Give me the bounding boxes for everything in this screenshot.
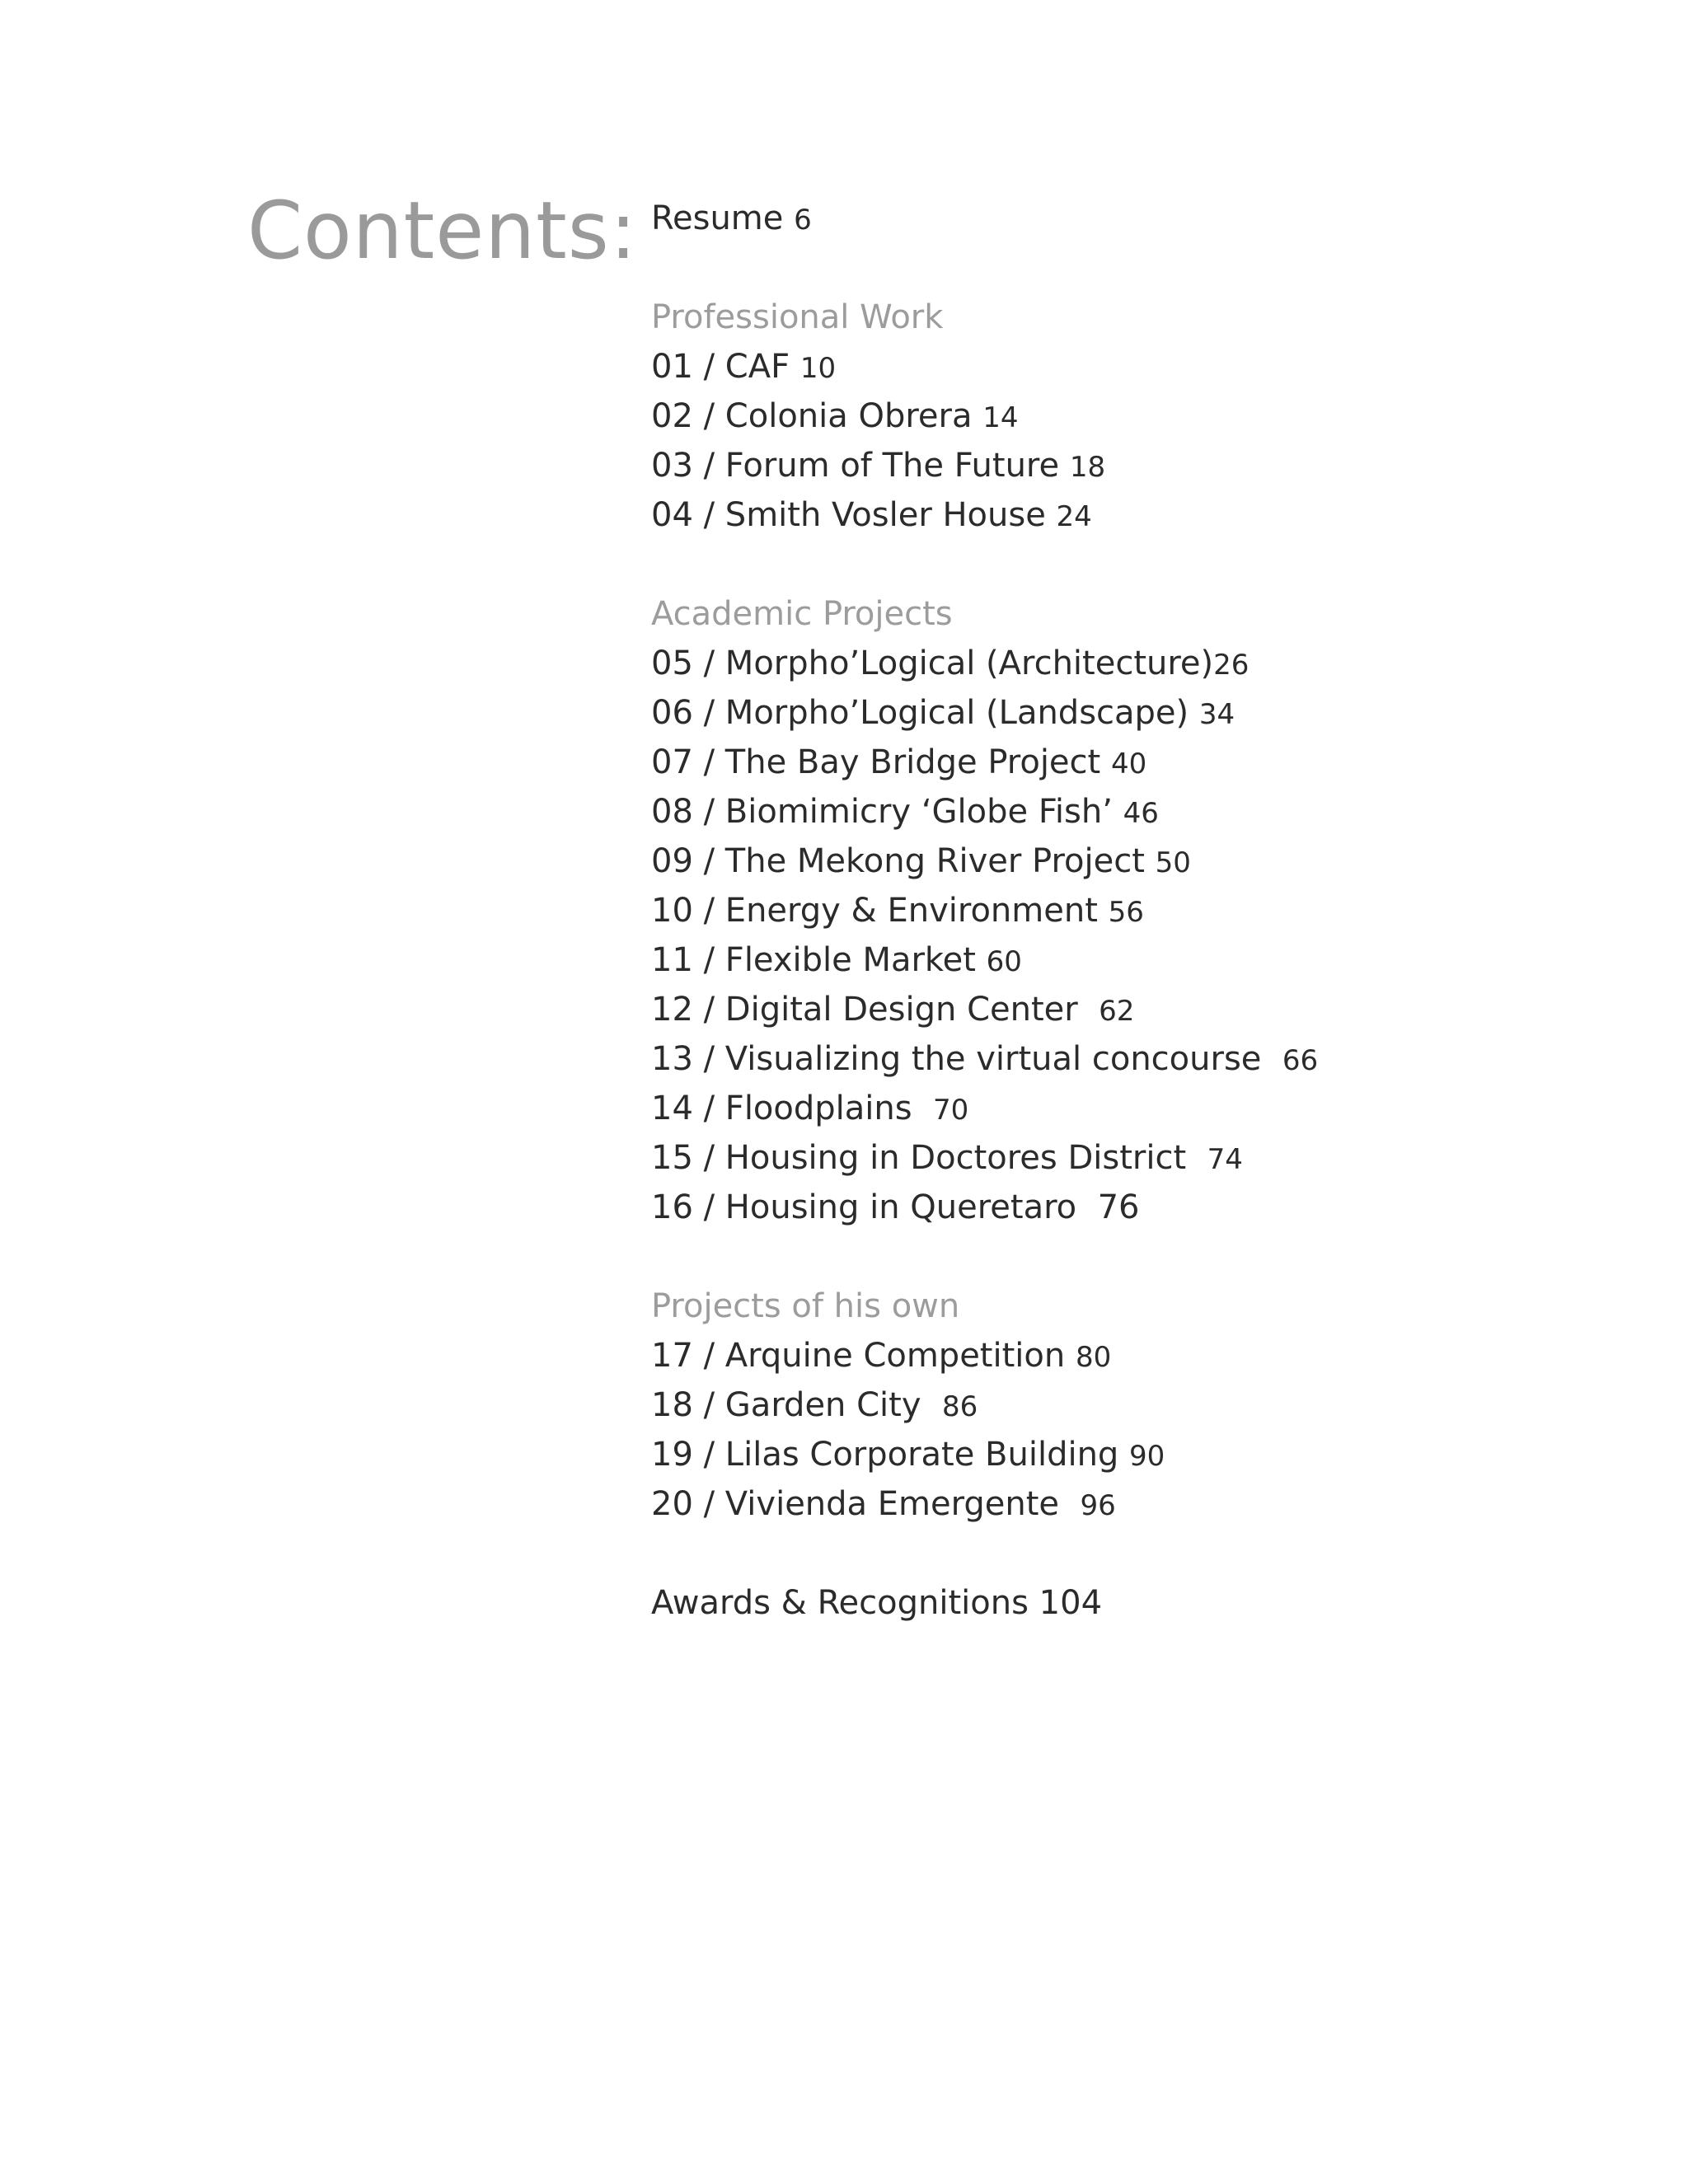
toc-entry-label: 01 / CAF bbox=[651, 348, 790, 386]
toc-entry-page-number: 74 bbox=[1207, 1143, 1243, 1176]
toc-entry[interactable] bbox=[651, 490, 1640, 540]
toc-entry-label: Resume bbox=[651, 199, 784, 237]
toc-entry[interactable] bbox=[651, 441, 1640, 490]
toc-entry[interactable] bbox=[651, 1430, 1640, 1479]
toc-entry[interactable] bbox=[651, 1183, 1640, 1232]
toc-entry[interactable] bbox=[651, 1133, 1640, 1183]
toc-entry-page-number: 60 bbox=[986, 945, 1022, 978]
page-title: Contents: bbox=[247, 185, 638, 277]
toc-entry[interactable] bbox=[651, 1034, 1640, 1084]
toc-entry-label: 10 / Energy & Environment bbox=[651, 892, 1098, 930]
toc-entry-page-number: 14 bbox=[982, 401, 1019, 434]
toc-entry-label: 15 / Housing in Doctores District bbox=[651, 1139, 1187, 1177]
toc-entry-page-number: 62 bbox=[1099, 995, 1135, 1028]
toc-entry[interactable] bbox=[651, 935, 1640, 985]
toc-entry-page-number: 34 bbox=[1198, 698, 1236, 731]
toc-entry-label: 19 / Lilas Corporate Building bbox=[651, 1436, 1119, 1474]
toc-entry-label: 06 / Morpho’Logical (Landscape) bbox=[651, 694, 1189, 732]
toc-entry-label: 11 / Flexible Market bbox=[651, 941, 976, 979]
toc-entry-page-number: 6 bbox=[794, 204, 812, 237]
section-spacer bbox=[651, 540, 1640, 589]
toc-entry-page-number: 96 bbox=[1080, 1489, 1116, 1522]
toc-entry-label: 18 / Garden City bbox=[651, 1386, 921, 1424]
toc-entry[interactable] bbox=[651, 391, 1640, 441]
toc-entry[interactable] bbox=[651, 837, 1640, 886]
toc-entry-label: 05 / Morpho’Logical (Architecture) bbox=[651, 644, 1214, 682]
toc-entry-label: 16 / Housing in Queretaro bbox=[651, 1188, 1077, 1226]
toc-entry-label: 20 / Vivienda Emergente bbox=[651, 1485, 1059, 1523]
section-heading-academic-projects: Academic Projects bbox=[651, 595, 953, 633]
section-heading-projects-of-his-own: Projects of his own bbox=[651, 1287, 960, 1325]
toc-entry[interactable] bbox=[651, 1479, 1640, 1529]
toc-entry-page-number: 104 bbox=[1039, 1584, 1103, 1622]
toc-entry[interactable] bbox=[651, 985, 1640, 1034]
section-heading-professional-work: Professional Work bbox=[651, 298, 944, 336]
section-spacer bbox=[651, 1529, 1640, 1578]
toc-entry-awards[interactable] bbox=[651, 1578, 1640, 1628]
toc-entry-page-number: 26 bbox=[1213, 649, 1250, 682]
toc-entry-page-number: 56 bbox=[1108, 896, 1144, 929]
toc-entry-label: 12 / Digital Design Center bbox=[651, 991, 1078, 1029]
toc-entry[interactable] bbox=[651, 787, 1640, 837]
toc-entry-page-number: 86 bbox=[941, 1390, 978, 1423]
toc-entry[interactable] bbox=[651, 886, 1640, 935]
toc-entry-resume[interactable] bbox=[651, 194, 1640, 243]
toc-entry[interactable] bbox=[651, 1084, 1640, 1133]
toc-entry-label: 08 / Biomimicry ‘Globe Fish’ bbox=[651, 793, 1113, 831]
toc-entry[interactable] bbox=[651, 342, 1640, 391]
section-spacer bbox=[651, 243, 1640, 293]
professional-work-list bbox=[651, 342, 1640, 540]
toc-entry-page-number: 70 bbox=[933, 1094, 969, 1127]
table-of-contents bbox=[651, 194, 1640, 1628]
own-projects-list bbox=[651, 1331, 1640, 1529]
toc-entry-label: Awards & Recognitions bbox=[651, 1584, 1029, 1622]
toc-entry-label: 14 / Floodplains bbox=[651, 1090, 912, 1127]
toc-entry[interactable] bbox=[651, 639, 1640, 688]
toc-entry-page-number: 46 bbox=[1123, 797, 1159, 830]
toc-entry-page-number: 50 bbox=[1155, 846, 1191, 879]
toc-entry-page-number: 90 bbox=[1129, 1440, 1165, 1473]
toc-entry-page-number: 18 bbox=[1069, 451, 1106, 484]
toc-entry[interactable] bbox=[651, 1380, 1640, 1430]
toc-entry-label: 09 / The Mekong River Project bbox=[651, 842, 1145, 880]
toc-entry-page-number: 24 bbox=[1056, 500, 1092, 533]
toc-entry-label: 04 / Smith Vosler House bbox=[651, 496, 1046, 534]
toc-entry[interactable] bbox=[651, 738, 1640, 787]
toc-entry[interactable] bbox=[651, 688, 1640, 738]
section-spacer bbox=[651, 1232, 1640, 1282]
toc-entry-label: 13 / Visualizing the virtual concourse bbox=[651, 1040, 1262, 1078]
toc-entry-label: 17 / Arquine Competition bbox=[651, 1337, 1066, 1375]
toc-entry-page-number: 10 bbox=[799, 352, 837, 385]
toc-entry-page-number: 76 bbox=[1097, 1188, 1140, 1226]
toc-entry[interactable] bbox=[651, 1331, 1640, 1380]
toc-entry-label: 07 / The Bay Bridge Project bbox=[651, 743, 1101, 781]
toc-entry-label: 03 / Forum of The Future bbox=[651, 447, 1060, 485]
academic-projects-list bbox=[651, 639, 1640, 1232]
toc-entry-page-number: 80 bbox=[1075, 1341, 1112, 1374]
toc-entry-label: 02 / Colonia Obrera bbox=[651, 397, 973, 435]
toc-entry-page-number: 40 bbox=[1110, 748, 1147, 780]
toc-entry-page-number: 66 bbox=[1282, 1044, 1319, 1077]
